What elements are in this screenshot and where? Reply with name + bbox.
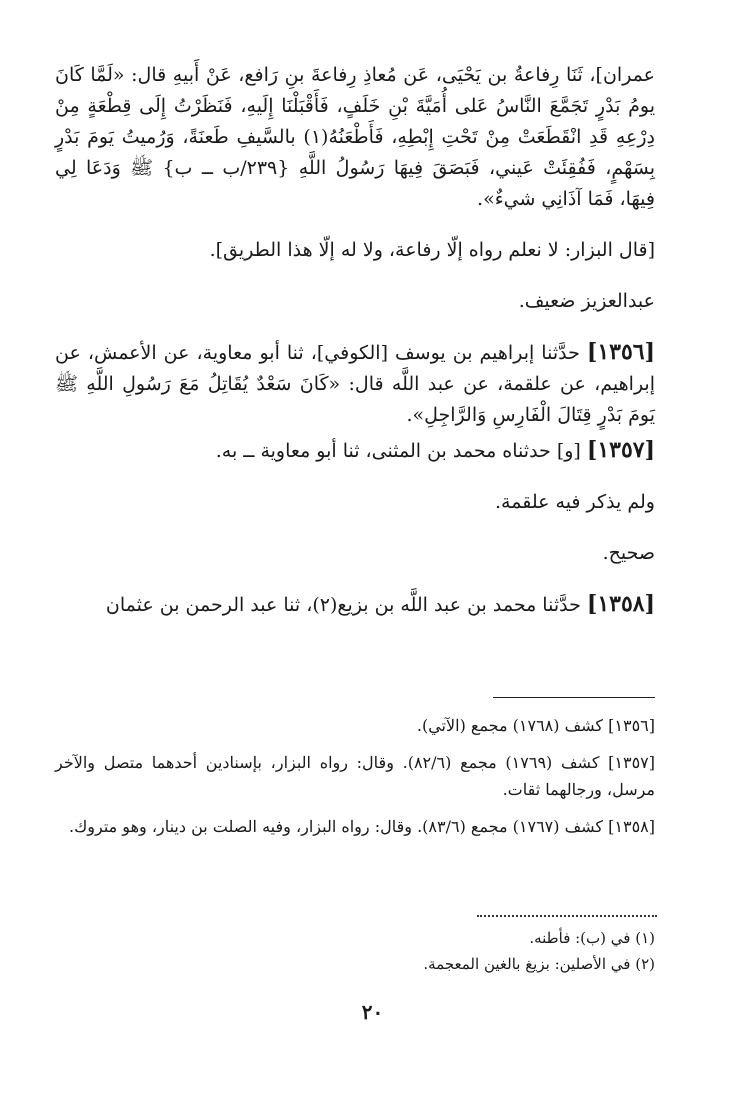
hadith-chain: حدَّثنا محمد بن عبد اللَّه بن بزيع(٢)، ثنا عبد الرحمن بن عثمان [105,594,581,616]
hadith-number: [١٣٥٨] [586,591,655,617]
page-number: ٢٠ [361,1000,384,1024]
hadith-1358 [55,589,655,621]
footnote-2: (٢) في الأصلين: بزيغ بالغين المعجمة. [423,955,655,973]
main-text [55,60,655,621]
footnotes-divider [477,915,657,917]
hadith-number: [١٣٥٧] [586,437,655,463]
footnotes [55,925,655,977]
bazzar-comment: [قال البزار: لا نعلم رواه إلّا رفاعة، ولا له إلّا هذا الطريق]. [209,239,655,261]
hadith-1355-continuation: عمران]، ثَنَا رِفاعةُ بن يَحْيَى، عَن مُعاذِ رِفاعةَ بنِ رَافع، عَنْ أَبيهِ قال: «لَمَّا كَانَ يومُ بَدْرٍ تَجَمَّعَ النَّاسُ عَلى أُمَيَّةَ بْنِ خَلَفٍ، فَأَقْبَلْنَا إِلَيهِ، فَنَظَرْتُ إِلَى قِطْعَةٍ مِنْ دِرْعِهِ قَدِ انْقَطَعَتْ مِنْ تَحْتِ إِبْطِهِ، فَأَطْعَنُهُ(١) بالسَّيفِ طَعنَةً، وَرُميتُ يَومَ بَدْرٍ بِسَهْمٍ، فَفُقِئَتْ عَيني، فَبَصَقَ فِيهَا رَسُولُ اللَّهِ {٢٣٩/ب ــ ب} ﷺ وَدَعَا لِي فِيهَا، فَمَا آذَانِي شيءٌ». [55,64,656,210]
grading-note: عبدالعزيز ضعيف. [518,290,655,312]
footnote-1: (١) في (ب): فأطنه. [529,929,655,947]
notes-divider [493,697,655,698]
hadith-chain: [و] حدثناه محمد بن المثنى، ثنا أبو معاوية ــ به. [215,440,581,462]
source-notes [55,712,655,850]
chain-note: ولم يذكر فيه علقمة. [495,491,655,513]
hadith-number: [١٣٥٦] [586,339,655,365]
hadith-1356 [55,337,655,431]
note-1356: [١٣٥٦] كشف (١٧٦٨) مجمع (الآتي). [416,716,655,735]
note-1358: [١٣٥٨] كشف (١٧٦٧) مجمع (٨٣/٦). وقال: رواه البزار، وفيه الصلت بن دينار، وهو متروك. [68,817,655,836]
note-1357: [١٣٥٧] كشف (١٧٦٩) مجمع (٨٢/٦). وقال: رواه البزار، بإسنادين أحدهما متصل والآخر مرسل، ورجالهما ثقات. [55,753,655,799]
hadith-1357 [55,435,655,467]
hadith-quote: «كَانَ سَعْدٌ يُقَاتِلُ مَعَ رَسُولِ اللَّهِ ﷺ يَومَ بَدْرٍ قِتَالَ الْفَارِسِ وَالرَّاجِلِ». [55,373,655,426]
hadith-chain: حدَّثنا إبراهيم بن يوسف [الكوفي]، ثنا أبو معاوية، عن الأعمش، عن إبراهيم، عن علقمة، عن عبد اللَّه قال: [55,342,655,395]
grading-sahih: صحيح. [602,542,655,564]
